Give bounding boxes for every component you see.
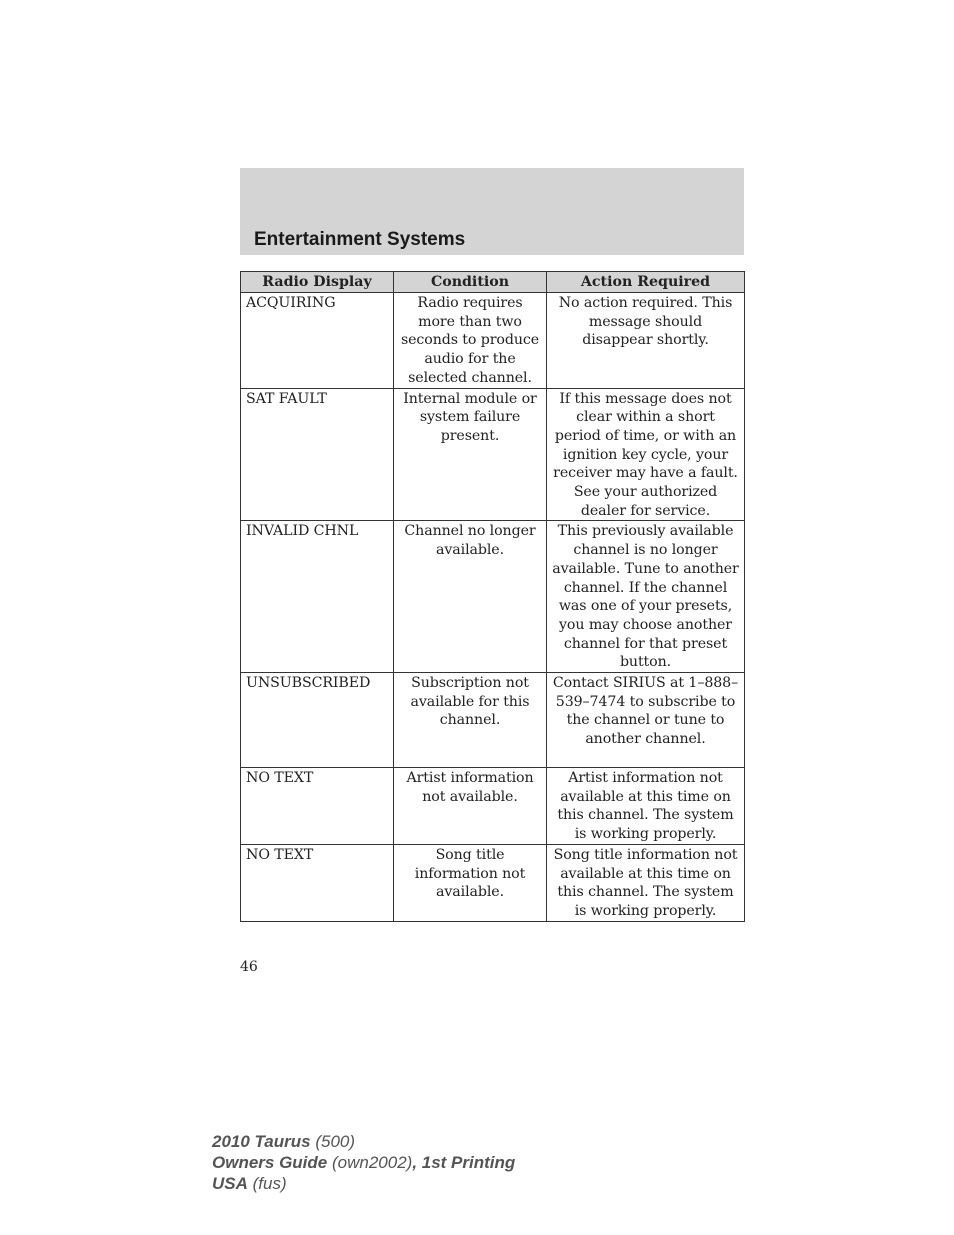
- table-row: [241, 521, 745, 673]
- cell-condition: Artist information not available.: [394, 768, 547, 845]
- cell-condition: Song title information not available.: [394, 844, 547, 921]
- column-header-radio-display: Radio Display: [241, 272, 394, 293]
- table-header-row: [241, 272, 745, 293]
- section-title: Entertainment Systems: [254, 229, 466, 250]
- cell-radio-display: NO TEXT: [241, 768, 394, 845]
- section-header-band: [240, 168, 744, 255]
- cell-action-required: No action required. This message should disappear shortly.: [547, 293, 745, 389]
- footer-guide-code: (own2002): [331, 1153, 413, 1172]
- cell-action-required: Song title information not available at this time on this channel. The system is working properly.: [547, 844, 745, 921]
- footer-line-guide: [212, 1152, 515, 1173]
- footer-model-code: (500): [315, 1132, 356, 1151]
- cell-condition: Subscription not available for this channel.: [394, 673, 547, 768]
- footer-line-model: [212, 1131, 515, 1152]
- footer-model: 2010 Taurus: [212, 1132, 311, 1151]
- table-row: [241, 673, 745, 768]
- footer-market-code: (fus): [252, 1174, 287, 1193]
- cell-action-required: Artist information not available at this time on this channel. The system is working properly.: [547, 768, 745, 845]
- radio-display-table: [240, 271, 745, 922]
- footer-printing: , 1st Printing: [412, 1153, 516, 1172]
- cell-action-required: If this message does not clear within a short period of time, or with an ignition key cycle, your receiver may have a fault. See your authorized dealer for service.: [547, 388, 745, 521]
- table-row: [241, 388, 745, 521]
- cell-radio-display: UNSUBSCRIBED: [241, 673, 394, 768]
- footer-guide: Owners Guide: [212, 1153, 328, 1172]
- table-row: [241, 844, 745, 921]
- page-number: 46: [240, 959, 258, 975]
- document-footer: [212, 1131, 515, 1194]
- table-row: [241, 293, 745, 389]
- cell-action-required: Contact SIRIUS at 1–888–539–7474 to subscribe to the channel or tune to another channel.: [547, 673, 745, 768]
- cell-condition: Internal module or system failure present.: [394, 388, 547, 521]
- table-row: [241, 768, 745, 845]
- cell-condition: Radio requires more than two seconds to produce audio for the selected channel.: [394, 293, 547, 389]
- column-header-action-required: Action Required: [547, 272, 745, 293]
- cell-radio-display: SAT FAULT: [241, 388, 394, 521]
- cell-condition: Channel no longer available.: [394, 521, 547, 673]
- cell-radio-display: NO TEXT: [241, 844, 394, 921]
- footer-line-market: [212, 1173, 515, 1194]
- cell-radio-display: INVALID CHNL: [241, 521, 394, 673]
- cell-radio-display: ACQUIRING: [241, 293, 394, 389]
- footer-market: USA: [212, 1174, 248, 1193]
- cell-action-required: This previously available channel is no longer available. Tune to another channel. If the channel was one of your presets, you may choose another channel for that preset button.: [547, 521, 745, 673]
- column-header-condition: Condition: [394, 272, 547, 293]
